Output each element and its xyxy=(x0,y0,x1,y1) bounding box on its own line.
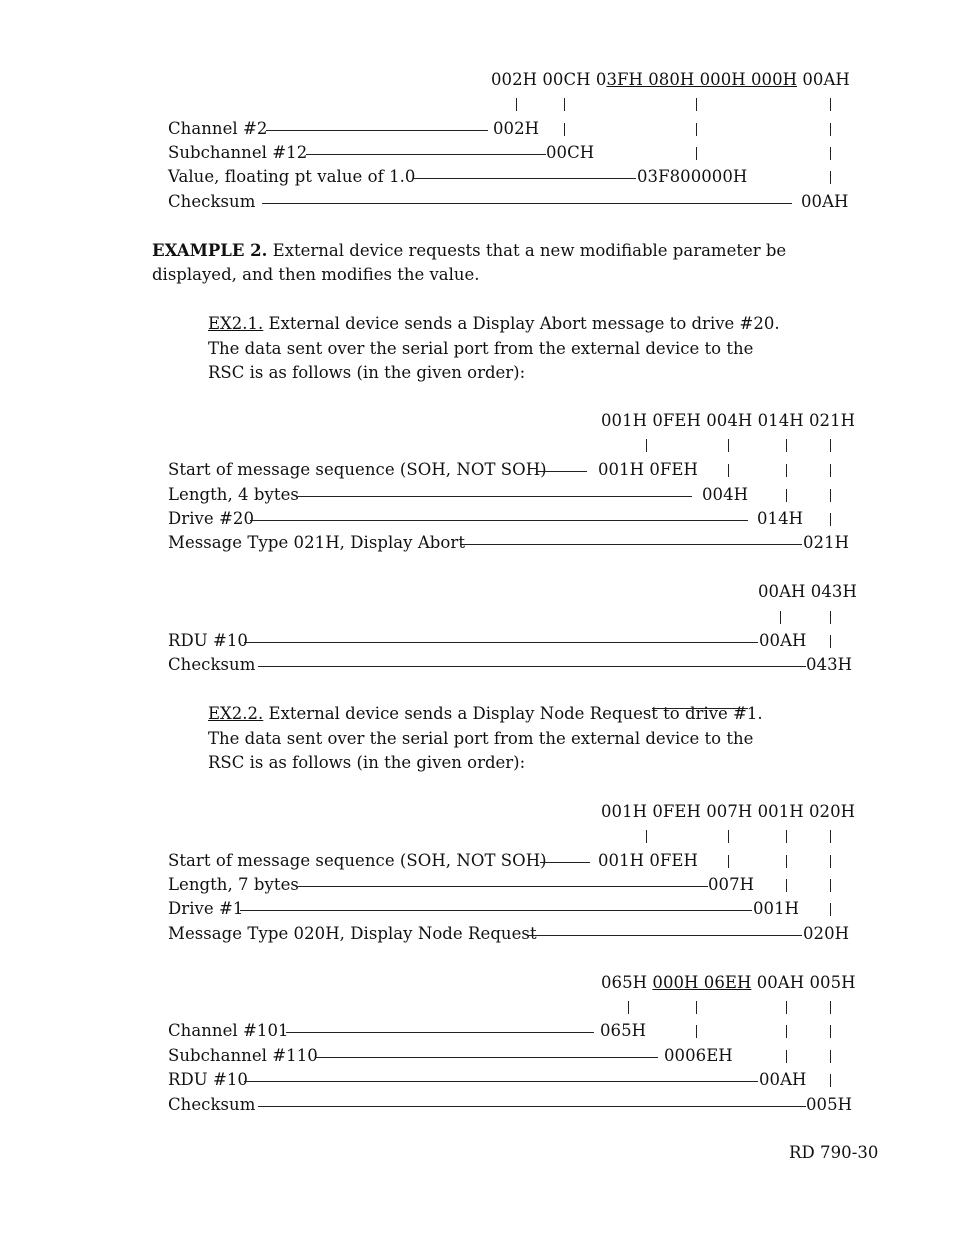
diagram-4-header: 001H 0FEH 007H 001H 020H xyxy=(601,802,856,821)
ex22-line-3: RSC is as follows (in the given order): xyxy=(208,753,526,772)
row-label: Subchannel #110 xyxy=(168,1046,318,1065)
leader-line xyxy=(460,544,802,545)
leader-line xyxy=(528,935,802,936)
connector xyxy=(830,611,831,624)
leader-line xyxy=(258,666,806,667)
row-value: 00AH xyxy=(759,631,807,650)
row-value: 007H xyxy=(708,875,755,894)
leader-line xyxy=(316,1057,658,1058)
connector xyxy=(696,1001,697,1014)
leader-line xyxy=(258,1106,806,1107)
row-value: 00AH xyxy=(759,1070,807,1089)
leader-line xyxy=(306,154,546,155)
row-label: Channel #2 xyxy=(168,119,268,138)
row-value: 043H xyxy=(806,655,853,674)
connector xyxy=(564,123,565,136)
connector xyxy=(728,830,729,843)
leader-line xyxy=(537,471,587,472)
leader-line xyxy=(244,642,758,643)
row-value: 001H xyxy=(753,899,800,918)
connector xyxy=(830,1001,831,1014)
connector xyxy=(728,855,729,868)
leader-line xyxy=(286,1032,594,1033)
ex22-line-1: EX2.2. External device sends a Display Node Request to drive #1. xyxy=(208,704,763,723)
row-label: Value, floating pt value of 1.0 xyxy=(168,167,416,186)
row-label: Checksum xyxy=(168,192,256,211)
connector xyxy=(830,879,831,892)
page-reference: RD 790-30 xyxy=(789,1143,879,1162)
connector xyxy=(516,98,517,111)
ex21-line-3: RSC is as follows (in the given order): xyxy=(208,363,526,382)
connector xyxy=(728,464,729,477)
example-heading: EXAMPLE 2. xyxy=(152,241,268,260)
example-2-line-2: displayed, and then modifies the value. xyxy=(152,265,480,284)
connector xyxy=(830,489,831,502)
connector xyxy=(696,1025,697,1038)
row-label: Message Type 020H, Display Node Request xyxy=(168,924,537,943)
connector xyxy=(830,1025,831,1038)
row-value: 00CH xyxy=(546,143,595,162)
connector xyxy=(830,1074,831,1087)
connector xyxy=(728,439,729,452)
row-value: 001H 0FEH xyxy=(598,851,698,870)
row-label: Length, 7 bytes xyxy=(168,875,299,894)
connector xyxy=(830,171,831,184)
connector xyxy=(786,439,787,452)
row-label: Message Type 021H, Display Abort xyxy=(168,533,466,552)
leader-line xyxy=(298,886,708,887)
row-value: 065H xyxy=(600,1021,647,1040)
connector xyxy=(830,123,831,136)
row-value: 002H xyxy=(493,119,540,138)
row-value: 00AH xyxy=(801,192,849,211)
row-value: 0006EH xyxy=(664,1046,733,1065)
diagram-1-header: 002H 00CH 03FH 080H 000H 000H 00AH xyxy=(491,70,850,89)
connector xyxy=(830,855,831,868)
example-2-line-1: EXAMPLE 2. External device requests that a new modifiable parameter be xyxy=(152,241,787,260)
row-value: 020H xyxy=(803,924,850,943)
connector xyxy=(786,879,787,892)
row-label: Drive #20 xyxy=(168,509,254,528)
row-label: RDU #10 xyxy=(168,1070,248,1089)
leader-line xyxy=(414,178,636,179)
diagram-3-header: 00AH 043H xyxy=(758,582,857,601)
row-label: RDU #10 xyxy=(168,631,248,650)
connector xyxy=(696,98,697,111)
row-value: 014H xyxy=(757,509,804,528)
connector xyxy=(830,513,831,526)
ex21-line-2: The data sent over the serial port from the external device to the xyxy=(208,339,754,358)
row-label: Drive #1 xyxy=(168,899,244,918)
connector xyxy=(786,1050,787,1063)
row-value: 004H xyxy=(702,485,749,504)
leader-line xyxy=(250,520,748,521)
ex22-label: EX2.2. xyxy=(208,704,264,723)
connector xyxy=(696,123,697,136)
connector xyxy=(786,1001,787,1014)
connector xyxy=(786,464,787,477)
connector xyxy=(830,98,831,111)
diagram-2-header: 001H 0FEH 004H 014H 021H xyxy=(601,411,856,430)
connector xyxy=(646,439,647,452)
row-label: Length, 4 bytes xyxy=(168,485,299,504)
connector xyxy=(646,830,647,843)
connector xyxy=(780,611,781,624)
connector xyxy=(628,1001,629,1014)
row-label: Channel #101 xyxy=(168,1021,289,1040)
leader-line xyxy=(262,203,792,204)
connector xyxy=(830,830,831,843)
connector xyxy=(830,903,831,916)
connector xyxy=(786,855,787,868)
diagram-5-header: 065H 000H 06EH 00AH 005H xyxy=(601,973,856,992)
connector xyxy=(830,464,831,477)
connector xyxy=(830,439,831,452)
leader-line xyxy=(244,1081,758,1082)
leader-line xyxy=(240,910,752,911)
connector xyxy=(786,489,787,502)
row-label: Checksum xyxy=(168,1095,256,1114)
leader-line xyxy=(540,862,590,863)
connector xyxy=(696,147,697,160)
row-label: Start of message sequence (SOH, NOT SOH) xyxy=(168,460,547,479)
overline-mark xyxy=(652,708,748,709)
ex21-label: EX2.1. xyxy=(208,314,264,333)
leader-line xyxy=(298,496,692,497)
row-label: Start of message sequence (SOH, NOT SOH) xyxy=(168,851,547,870)
connector xyxy=(564,98,565,111)
row-value: 03F800000H xyxy=(637,167,748,186)
connector xyxy=(830,1050,831,1063)
connector xyxy=(786,830,787,843)
row-value: 005H xyxy=(806,1095,853,1114)
row-label: Subchannel #12 xyxy=(168,143,308,162)
connector xyxy=(786,1025,787,1038)
connector xyxy=(830,635,831,648)
row-label: Checksum xyxy=(168,655,256,674)
row-value: 021H xyxy=(803,533,850,552)
leader-line xyxy=(266,130,488,131)
connector xyxy=(830,147,831,160)
ex21-line-1: EX2.1. External device sends a Display Abort message to drive #20. xyxy=(208,314,780,333)
ex22-line-2: The data sent over the serial port from the external device to the xyxy=(208,729,754,748)
row-value: 001H 0FEH xyxy=(598,460,698,479)
